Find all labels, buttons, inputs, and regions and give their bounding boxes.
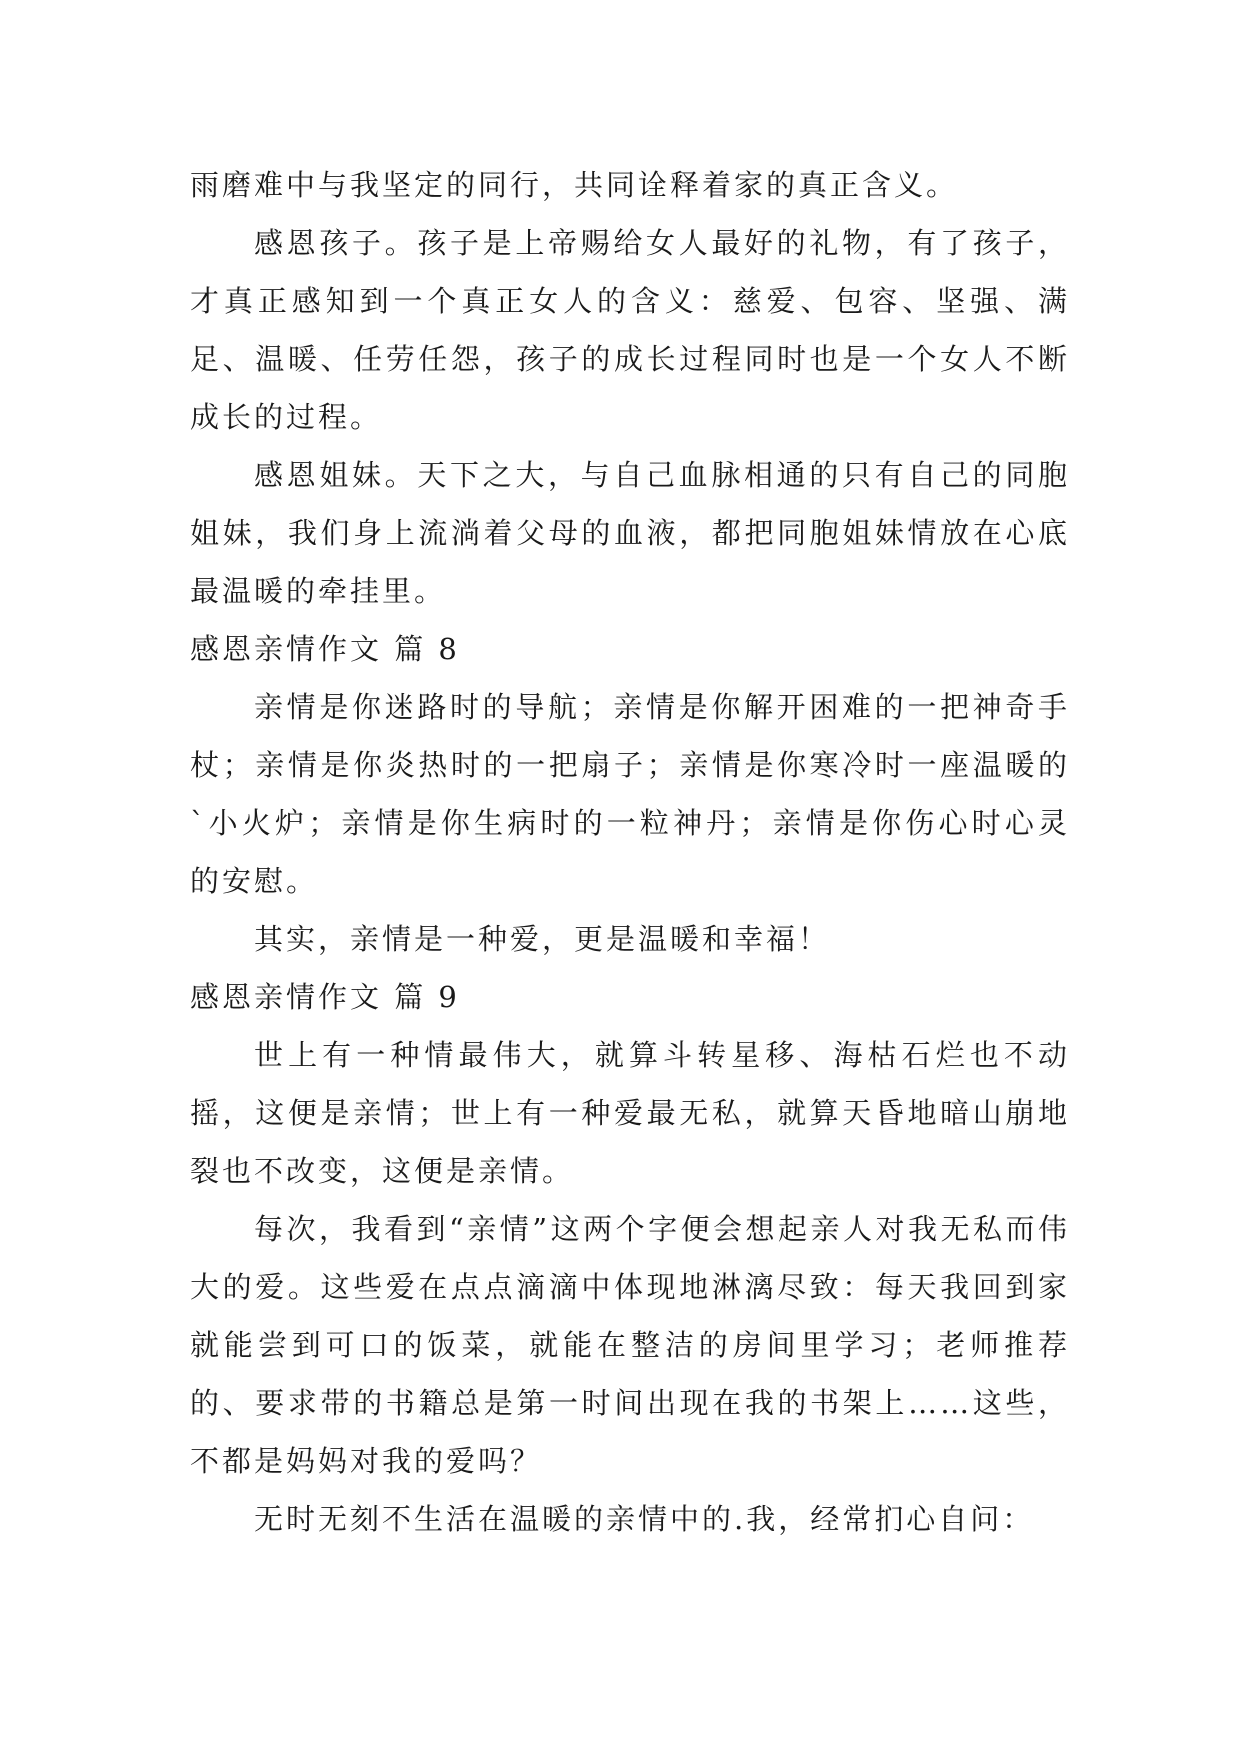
paragraph: 感恩姐妹。天下之大，与自己血脉相通的只有自己的同胞姐妹，我们身上流淌着父母的血液，都把同胞姐妹情放在心底最温暖的牵挂里。 [190, 458, 1070, 608]
paragraph: 无时无刻不生活在温暖的亲情中的.我，经常扪心自问： [254, 1502, 1035, 1536]
paragraph: 世上有一种情最伟大，就算斗转星移、海枯石烂也不动摇，这便是亲情；世上有一种爱最无私，就算天昏地暗山崩地裂也不改变，这便是亲情。 [190, 1038, 1070, 1188]
paragraph: 其实，亲情是一种爱，更是温暖和幸福！ [254, 922, 831, 956]
paragraph: 雨磨难中与我坚定的同行，共同诠释着家的真正含义。 [190, 168, 959, 202]
section-heading: 感恩亲情作文 篇 8 [190, 632, 460, 666]
paragraph: 亲情是你迷路时的导航；亲情是你解开困难的一把神奇手杖；亲情是你炎热时的一把扇子；亲情是你寒冷时一座温暖的`小火炉；亲情是你生病时的一粒神丹；亲情是你伤心时心灵的安慰。 [190, 690, 1070, 898]
document-body [190, 156, 1070, 1548]
paragraph: 感恩孩子。孩子是上帝赐给女人最好的礼物，有了孩子，才真正感知到一个真正女人的含义：慈爱、包容、坚强、满足、温暖、任劳任怨，孩子的成长过程同时也是一个女人不断成长的过程。 [190, 226, 1070, 434]
section-heading: 感恩亲情作文 篇 9 [190, 980, 460, 1014]
paragraph: 每次，我看到“亲情”这两个字便会想起亲人对我无私而伟大的爱。这些爱在点点滴滴中体现地淋漓尽致：每天我回到家就能尝到可口的饭菜，就能在整洁的房间里学习；老师推荐的、要求带的书籍总是第一时间出现在我的书架上……这些，不都是妈妈对我的爱吗？ [190, 1212, 1070, 1478]
